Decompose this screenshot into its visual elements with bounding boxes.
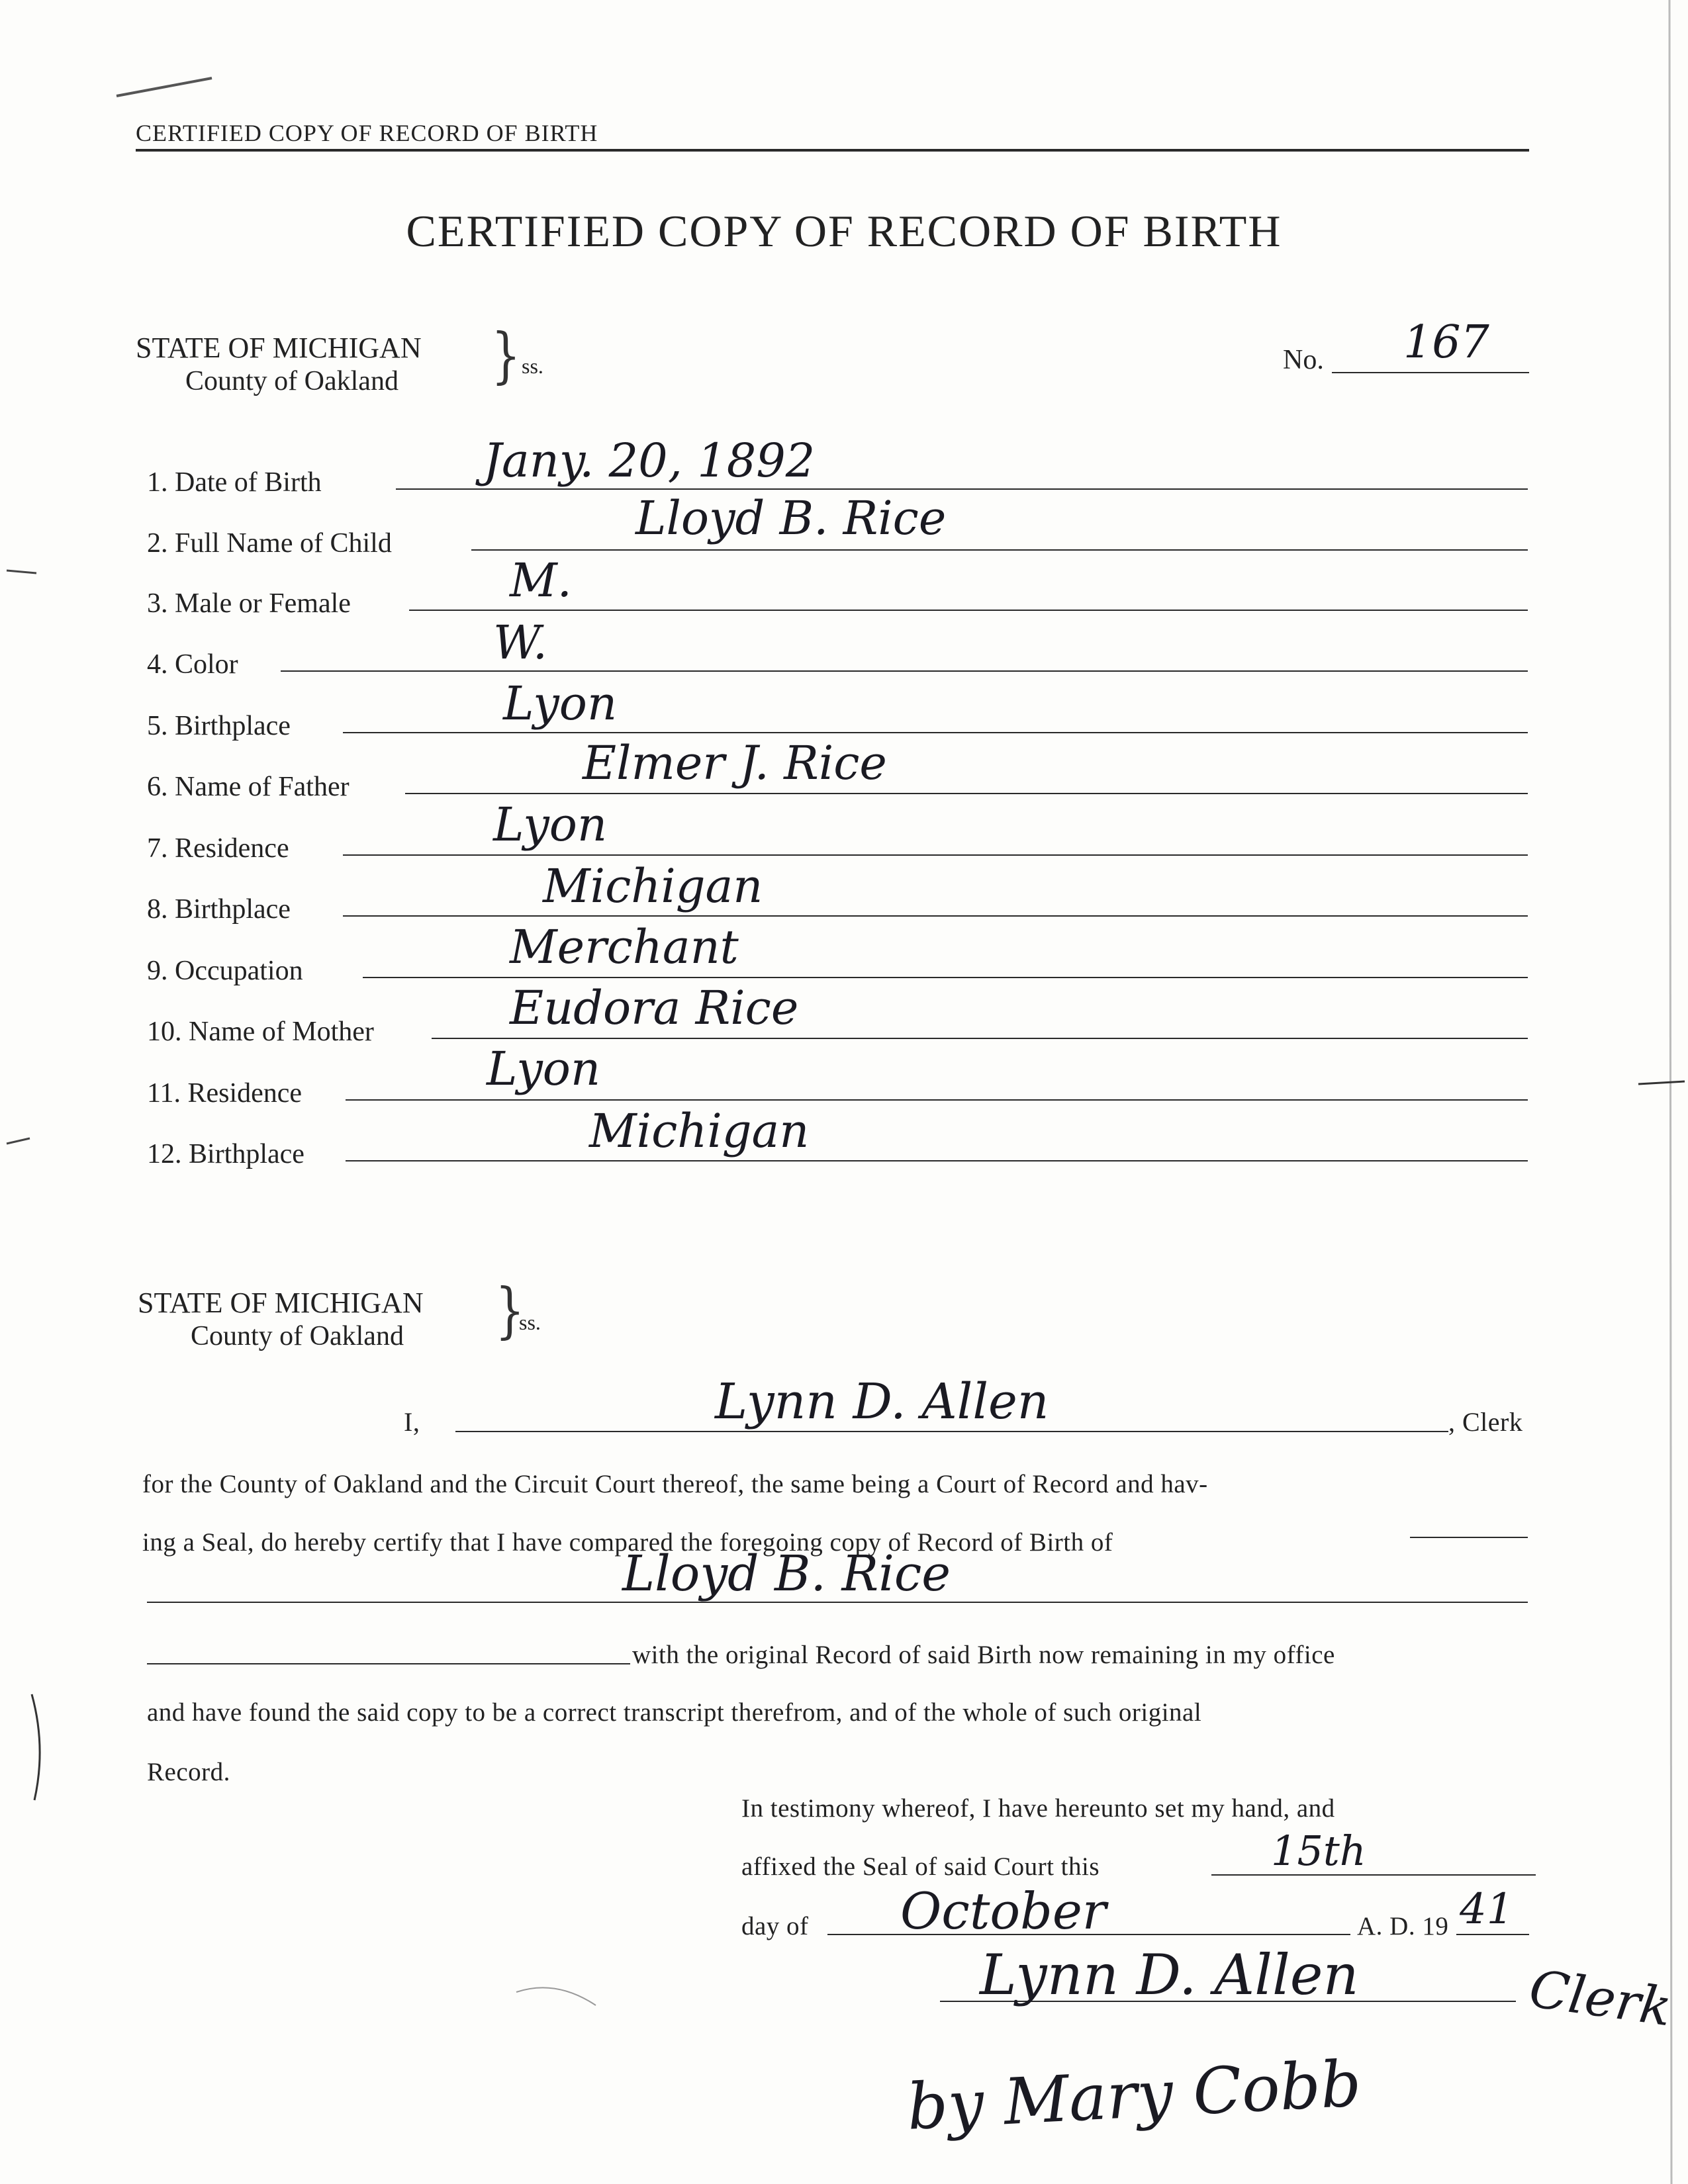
- field-value-father-birthplace: Michigan: [543, 859, 763, 913]
- venue-brace: }: [491, 320, 521, 391]
- cert-clerk-suffix: , Clerk: [1448, 1407, 1523, 1437]
- field-label-sex: 3. Male or Female: [147, 588, 351, 619]
- testimony-line-2: affixed the Seal of said Court this: [741, 1852, 1100, 1881]
- cert-venue-county: County of Oakland: [191, 1321, 404, 1351]
- cert-subject-name: Lloyd B. Rice: [622, 1545, 951, 1602]
- testimony-ad-label: A. D. 19: [1357, 1912, 1449, 1940]
- field-value-sex: M.: [510, 553, 572, 608]
- cert-line-4: and have found the said copy to be a correct transcript therefrom, and of the whole of such original: [147, 1698, 1202, 1727]
- cert-clerk-name: Lynn D. Allen: [715, 1373, 1049, 1430]
- field-value-full-name: Lloyd B. Rice: [635, 491, 947, 545]
- cert-line-3: with the original Record of said Birth now remaining in my office: [632, 1641, 1335, 1669]
- clerk-title-handwritten: Clerk: [1525, 1959, 1675, 2038]
- cert-venue-brace: }: [495, 1275, 525, 1346]
- field-value-occupation: Merchant: [510, 920, 739, 974]
- margin-mark: [7, 570, 36, 573]
- cert-i-label: I,: [404, 1407, 420, 1437]
- testimony-day-prefix: day of: [741, 1912, 809, 1940]
- cert-venue-ss: ss.: [519, 1310, 541, 1334]
- page-title: CERTIFIED COPY OF RECORD OF BIRTH: [406, 206, 1282, 256]
- margin-mark: [7, 1138, 30, 1144]
- cert-line-5: Record.: [147, 1758, 230, 1786]
- field-label-mother-birthplace: 12. Birthplace: [147, 1139, 305, 1169]
- field-label-father-birthplace: 8. Birthplace: [147, 894, 291, 925]
- field-value-color: W.: [493, 615, 547, 670]
- record-no-label: No.: [1283, 345, 1324, 375]
- field-label-full-name: 2. Full Name of Child: [147, 528, 392, 559]
- header-small-title: CERTIFIED COPY OF RECORD OF BIRTH: [136, 120, 598, 146]
- field-value-mother-birthplace: Michigan: [589, 1104, 810, 1158]
- field-label-color: 4. Color: [147, 649, 238, 680]
- field-label-father: 6. Name of Father: [147, 772, 350, 802]
- edge-shadow: [1669, 0, 1671, 2184]
- field-value-father: Elmer J. Rice: [583, 736, 887, 790]
- clerk-signature: Lynn D. Allen: [980, 1942, 1359, 2007]
- venue-county: County of Oakland: [185, 366, 399, 396]
- record-no-value: 167: [1403, 316, 1489, 369]
- testimony-year: 41: [1460, 1885, 1514, 1934]
- field-label-birthplace: 5. Birthplace: [147, 711, 291, 741]
- margin-mark: [32, 1694, 40, 1800]
- testimony-month: October: [900, 1882, 1107, 1940]
- deputy-signature: by Mary Cobb: [905, 2046, 1363, 2144]
- field-value-residence: Lyon: [493, 797, 608, 852]
- margin-mark: [1638, 1081, 1685, 1084]
- field-value-birthplace: Lyon: [503, 676, 618, 731]
- field-value-mother: Eudora Rice: [510, 981, 799, 1035]
- cert-line-2: ing a Seal, do hereby certify that I have compared the foregoing copy of Record of Birth of: [142, 1528, 1113, 1557]
- field-label-mother: 10. Name of Mother: [147, 1017, 374, 1047]
- testimony-day: 15th: [1271, 1827, 1366, 1875]
- cert-line-1: for the County of Oakland and the Circuit Court thereof, the same being a Court of Record and hav-: [142, 1470, 1208, 1498]
- cert-venue-state: STATE OF MICHIGAN: [138, 1287, 424, 1319]
- staple-mark: [117, 78, 212, 96]
- field-label-date-of-birth: 1. Date of Birth: [147, 467, 322, 498]
- field-value-date-of-birth: Jany. 20, 1892: [483, 433, 816, 488]
- field-value-mother-residence: Lyon: [487, 1042, 601, 1096]
- venue-ss: ss.: [522, 354, 543, 378]
- field-label-residence: 7. Residence: [147, 833, 289, 864]
- field-label-occupation: 9. Occupation: [147, 956, 303, 986]
- field-label-mother-residence: 11. Residence: [147, 1078, 303, 1109]
- faint-mark: [516, 1987, 596, 2005]
- testimony-line-1: In testimony whereof, I have hereunto set my hand, and: [741, 1794, 1335, 1823]
- venue-state: STATE OF MICHIGAN: [136, 332, 422, 364]
